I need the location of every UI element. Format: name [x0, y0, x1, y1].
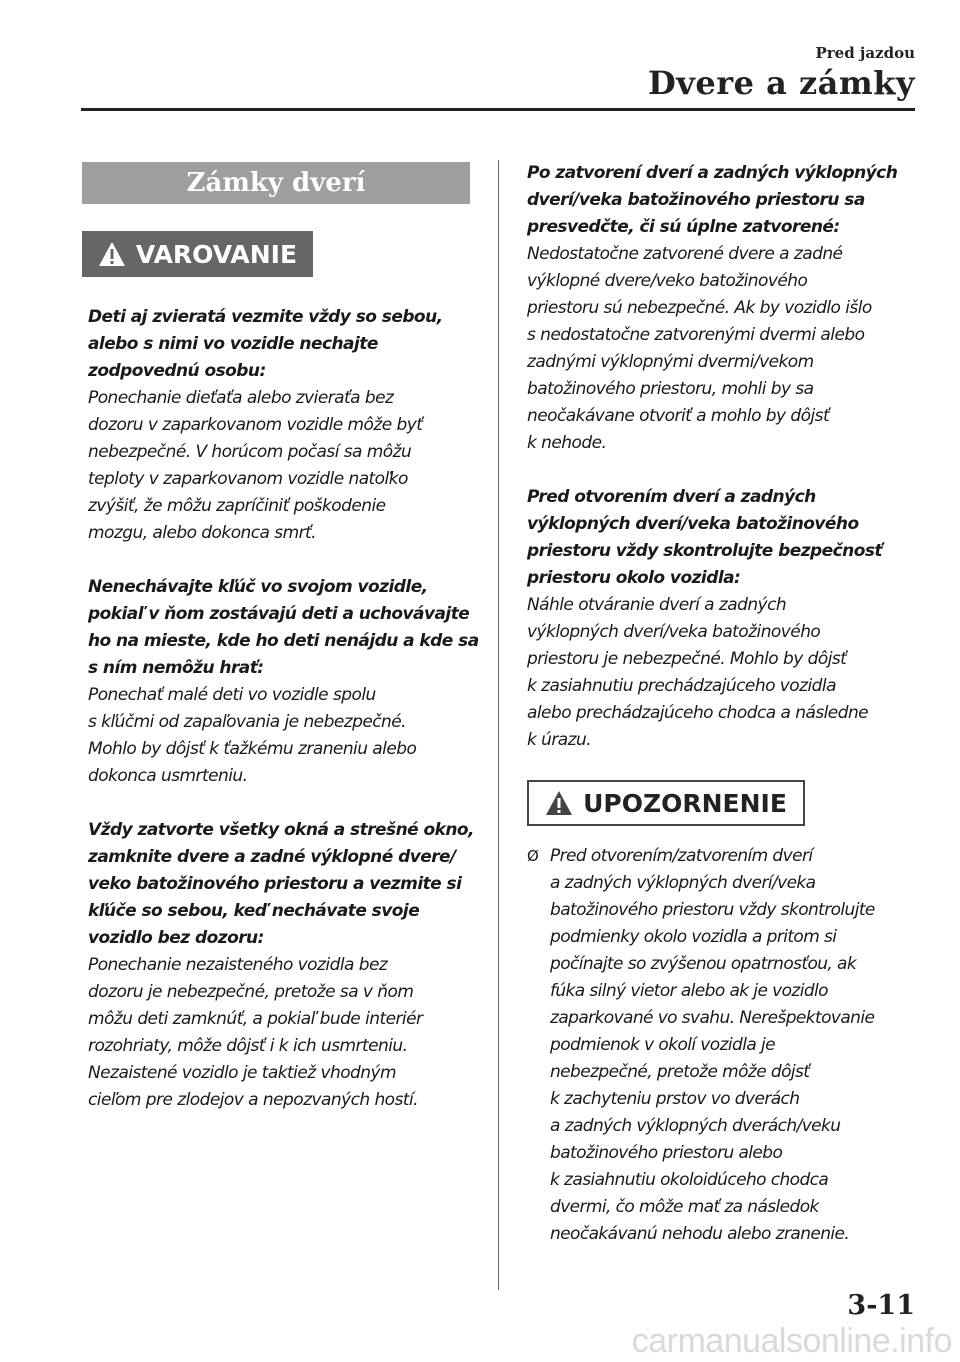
caution-line: k zachyteniu prstov vo dverách: [550, 1089, 800, 1109]
heading-line: zodpovednú osobu:: [88, 361, 266, 381]
heading-line: Po zatvorení dverí a zadných výklopných: [527, 163, 898, 183]
caution-label: UPOZORNENIE: [583, 788, 787, 818]
heading-line: presvedčte, či sú úplne zatvorené:: [527, 217, 840, 237]
caution-text: [550, 843, 917, 1248]
caution-item: [527, 843, 917, 1248]
heading-line: alebo s nimi vo vozidle nechajte: [88, 334, 378, 354]
caution-line: k zasiahnutiu okoloidúceho chodca: [550, 1170, 829, 1190]
warning-label: VAROVANIE: [135, 239, 298, 269]
caution-line: a zadných výklopných dverách/veku: [550, 1116, 841, 1136]
caution-line: batožinového priestoru vždy skontrolujte: [550, 900, 875, 920]
heading-line: kľúče so sebou, keď nechávate svoje: [88, 901, 420, 921]
page-number: 3-11: [847, 1290, 915, 1321]
caution-line: podmienok v okolí vozidla je: [550, 1035, 775, 1055]
heading-line: veko batožinového priestoru a vezmite si: [88, 874, 462, 894]
text-line: výklopné dvere/veko batožinového: [527, 271, 808, 291]
text-line: Mohlo by dôjsť k ťažkému zraneniu alebo: [88, 739, 417, 759]
chapter-label: Pred jazdou: [815, 44, 915, 62]
text-line: dokonca usmrteniu.: [88, 766, 248, 786]
heading-line: s ním nemôžu hrať:: [88, 658, 264, 678]
heading-line: Vždy zatvorte všetky okná a strešné okno,: [88, 820, 474, 840]
text-line: k zasiahnutiu prechádzajúceho vozidla: [527, 676, 836, 696]
text-line: mozgu, alebo dokonca smrť.: [88, 523, 317, 543]
text-line: Ponechanie nezaisteného vozidla bez: [88, 955, 388, 975]
warning-triangle-icon: [98, 241, 126, 267]
heading-line: Nenechávajte kľúč vo svojom vozidle,: [88, 577, 428, 597]
text-line: s kľúčmi od zapaľovania je nebezpečné.: [88, 712, 407, 732]
text-line: zvýšiť, že môžu zapríčiniť poškodenie: [88, 496, 386, 516]
text-line: zadnými výklopnými dvermi/vekom: [527, 352, 814, 372]
text-line: k nehode.: [527, 433, 607, 453]
text-line: Ponechať malé deti vo vozidle spolu: [88, 685, 376, 705]
text-line: Nedostatočne zatvorené dvere a zadné: [527, 244, 843, 264]
left-column: [88, 304, 479, 1141]
paragraph-heading: [88, 304, 473, 385]
heading-line: Deti aj zvieratá vezmite vždy so sebou,: [88, 307, 443, 327]
header-rule: [81, 108, 915, 111]
text-line: k úrazu.: [527, 730, 592, 750]
caution-line: neočakávanú nehodu alebo zranenie.: [550, 1224, 850, 1244]
heading-line: ho na mieste, kde ho deti nenájdu a kde sa: [88, 631, 479, 651]
text-line: Nezaistené vozidlo je taktiež vhodným: [88, 1063, 397, 1083]
paragraph-text: [88, 952, 473, 1114]
text-line: dozoru je nebezpečné, pretože sa v ňom: [88, 982, 414, 1002]
text-line: alebo prechádzajúceho chodca a následne: [527, 703, 869, 723]
heading-line: priestoru vždy skontrolujte bezpečnosť: [527, 541, 883, 561]
heading-line: vozidlo bez dozoru:: [88, 928, 264, 948]
text-line: s nedostatočne zatvorenými dvermi alebo: [527, 325, 865, 345]
text-line: výklopných dverí/veka batožinového: [527, 622, 821, 642]
paragraph-heading: [88, 817, 473, 952]
heading-line: zamknite dvere a zadné výklopné dvere/: [88, 847, 456, 867]
caution-line: podmienky okolo vozidla a pritom si: [550, 927, 837, 947]
right-column: [527, 160, 917, 781]
paragraph: [88, 574, 479, 790]
text-line: Náhle otváranie dverí a zadných: [527, 595, 787, 615]
warning-triangle-icon: [545, 790, 573, 816]
paragraph-text: [527, 592, 917, 754]
heading-line: dverí/veka batožinového priestoru sa: [527, 190, 865, 210]
paragraph-heading: [527, 160, 917, 241]
paragraph: [88, 817, 473, 1114]
column-divider: [498, 160, 499, 1290]
caution-line: nebezpečné, pretože môže dôjsť: [550, 1062, 810, 1082]
paragraph-text: [88, 385, 473, 547]
text-line: Ponechanie dieťaťa alebo zvieraťa bez: [88, 388, 394, 408]
caution-line: dvermi, čo môže mať za následok: [550, 1197, 819, 1217]
text-line: nebezpečné. V horúcom počasí sa môžu: [88, 442, 412, 462]
caution-line: zaparkované vo svahu. Nerešpektovanie: [550, 1008, 875, 1028]
caution-badge: [527, 780, 805, 826]
watermark: carmanualsonline.info: [631, 1322, 952, 1360]
bullet-arrow-icon: Ø: [527, 847, 539, 865]
caution-line: Pred otvorením/zatvorením dverí: [550, 846, 813, 866]
text-line: teploty v zaparkovanom vozidle natoľko: [88, 469, 408, 489]
text-line: môžu deti zamknúť, a pokiaľ bude interiér: [88, 1009, 423, 1029]
text-line: dozoru v zaparkovanom vozidle môže byť: [88, 415, 423, 435]
paragraph-text: [527, 241, 917, 457]
heading-line: výklopných dverí/veka batožinového: [527, 514, 859, 534]
text-line: rozohriaty, môže dôjsť i k ich usmrteniu.: [88, 1036, 408, 1056]
paragraph-text: [88, 682, 473, 790]
text-line: priestoru je nebezpečné. Mohlo by dôjsť: [527, 649, 847, 669]
text-line: cieľom pre zlodejov a nepozvaných hostí.: [88, 1090, 418, 1110]
text-line: batožinového priestoru, mohli by sa: [527, 379, 814, 399]
caution-line: fúka silný vietor alebo ak je vozidlo: [550, 981, 828, 1001]
caution-line: počínajte so zvýšenou opatrnosťou, ak: [550, 954, 857, 974]
section-title: Zámky dverí: [82, 162, 470, 204]
heading-line: Pred otvorením dverí a zadných: [527, 487, 816, 507]
page-title: Dvere a zámky: [648, 64, 915, 102]
text-line: neočakávane otvoriť a mohlo by dôjsť: [527, 406, 830, 426]
heading-line: priestoru okolo vozidla:: [527, 568, 741, 588]
caution-line: a zadných výklopných dverí/veka: [550, 873, 816, 893]
paragraph: [527, 484, 917, 754]
paragraph-heading: [88, 574, 479, 682]
paragraph: [88, 304, 473, 547]
warning-badge: [82, 231, 313, 277]
paragraph: [527, 160, 917, 457]
caution-line: batožinového priestoru alebo: [550, 1143, 783, 1163]
paragraph-heading: [527, 484, 917, 592]
text-line: priestoru sú nebezpečné. Ak by vozidlo išlo: [527, 298, 872, 318]
heading-line: pokiaľ v ňom zostávajú deti a uchovávajte: [88, 604, 470, 624]
